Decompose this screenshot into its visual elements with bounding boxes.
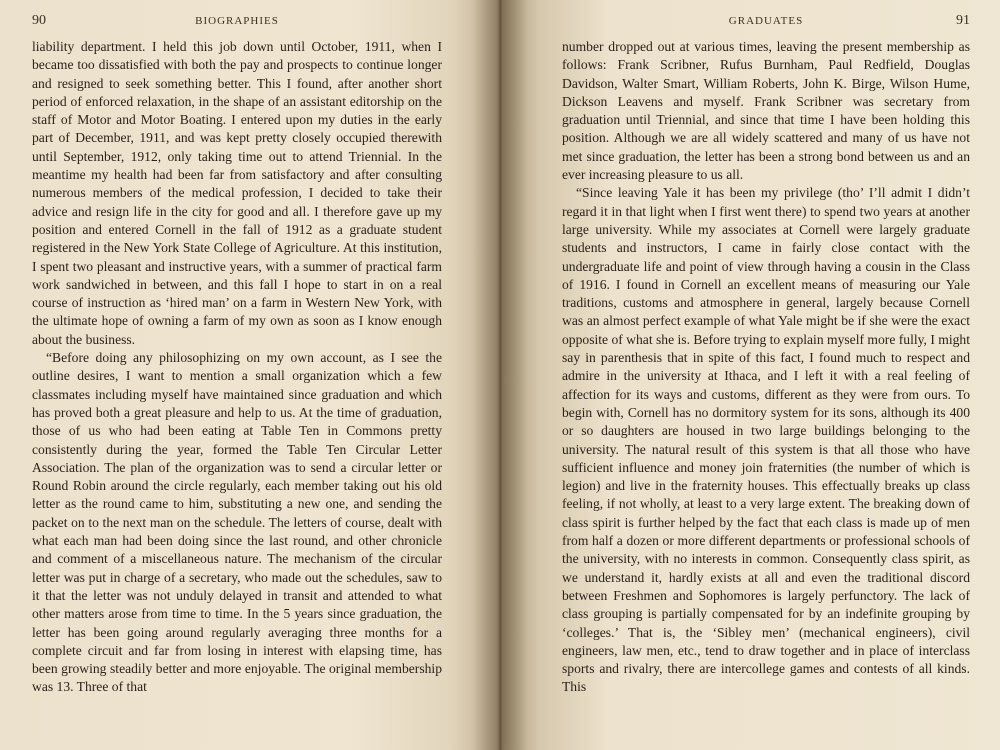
left-paragraph-1: liability department. I held this job down until October, 1911, when I became too dissatisfied with both the pay and prospects to continue longer and resigned to seek something better. This I found, after another short period of enforced relaxation, in the shape of an assistant editorship on the staff of Motor and Motor Boating. I entered upon my duties in the early part of December, 1911, and was kept pretty closely occupied therewith until September, 1912, only taking time out to attend Triennial. In the meantime my health had been far from satisfactory and after consulting numerous members of the medical profession, I decided to take their advice and resign life in the city for good and all. I therefore gave up my position and entered Cornell in the fall of 1912 as a graduate student registered in the New York State College of Agriculture. At this institution, I spent two pleasant and instructive years, with a summer of practical farm work sandwiched in between, and this fall I hope to start in on a real course of instruction as ‘hired man’ on a farm in Western New York, with the ultimate hope of owning a farm of my own as soon as I know enough about the business. [32, 39, 442, 347]
left-body-text [32, 38, 442, 697]
left-page-number: 90 [32, 13, 46, 28]
left-paragraph-2: “Before doing any philosophizing on my own account, as I see the outline desires, I want to mention a small organization which a few classmates including myself have maintained since graduation and which has proved both a great pleasure and help to us. At the time of graduation, those of us who had been eating at Table Ten in Commons pretty consistently during the year, formed the Table Ten Circular Letter Association. The plan of the organization was to send a circular letter or Round Robin around the circle regularly, each member taking out his old letter as the round came to him, substituting a new one, and sending the packet on to the next man on the schedule. The letters of course, dealt with what each man had been doing since the last round, and other chronicle and comment of a miscellaneous nature. The mechanism of the circular letter was put in charge of a secretary, who made out the schedules, saw to it that the letter was not unduly delayed in transit and attended to what other matters arose from time to time. In the 5 years since graduation, the letter has been going around regularly averaging three months for a complete circuit and far from losing in interest with elapsing time, has been growing steadily better and more enjoyable. The original membership was 13. Three of that [32, 350, 442, 695]
right-page-number: 91 [956, 13, 970, 28]
left-running-title: BIOGRAPHIES [195, 15, 279, 27]
right-running-head [562, 14, 970, 36]
right-body-text [562, 38, 970, 697]
left-running-head [32, 14, 442, 36]
right-paragraph-1: number dropped out at various times, leaving the present membership as follows: Frank Scribner, Rufus Burnham, Paul Redfield, Douglas Davidson, Walter Smart, William Roberts, John K. Birge, Wilson Hume, Dickson Leavens and myself. Frank Scribner was secretary from graduation until Triennial, and since that time I have been holding this position. Although we are all widely scattered and many of us have not met since graduation, the letter has been a strong bond between us and an ever increasing pleasure to us all. [562, 39, 970, 183]
right-running-title: GRADUATES [728, 15, 804, 27]
right-page [500, 0, 1000, 750]
book-gutter-shadow [472, 0, 528, 750]
right-paragraph-2: “Since leaving Yale it has been my privilege (tho’ I’ll admit I didn’t regard it in that light when I first went there) to spend two years at another large university. While my associates at Cornell were largely graduate students and instructors, I came in fairly close contact with the undergraduate life and point of view through having a cousin in the Class of 1916. I found in Cornell an excellent means of measuring our Yale traditions, customs and atmosphere in general, largely because Cornell was an almost perfect example of what Yale might be if she were the exact opposite of what she is. Before trying to explain myself more fully, I might say in parenthesis that in spite of this fact, I found much to respect and admire in the university at Ithaca, and I left it with a real feeling of affection for its ways and customs, different as they were from ours. To begin with, Cornell has no dormitory system for its sons, although its 400 or so daughters are housed in two large buildings belonging to the university. The natural result of this system is that all those who have sufficient influence and money join fraternities (the number of which is legion) and live in the fraternity houses. This effectually breaks up class feeling, if not wholly, at least to a very large extent. The breaking down of class spirit is further helped by the fact that each class is made up of men from half a dozen or more different departments or professional schools of the university, with no interests in common. Consequently class spirit, as we understand it, hardly exists at all and even the traditional discord between Freshmen and Sophomores is largely perfunctory. The lack of class grouping is partially compensated for by an indefinite grouping by ‘colleges.’ That is, the ‘Sibley men’ (mechanical engineers), civil engineers, law men, etc., tend to draw together and in place of interclass sports and rivalry, there are intercollege games and contests of all kinds. This [562, 185, 970, 695]
